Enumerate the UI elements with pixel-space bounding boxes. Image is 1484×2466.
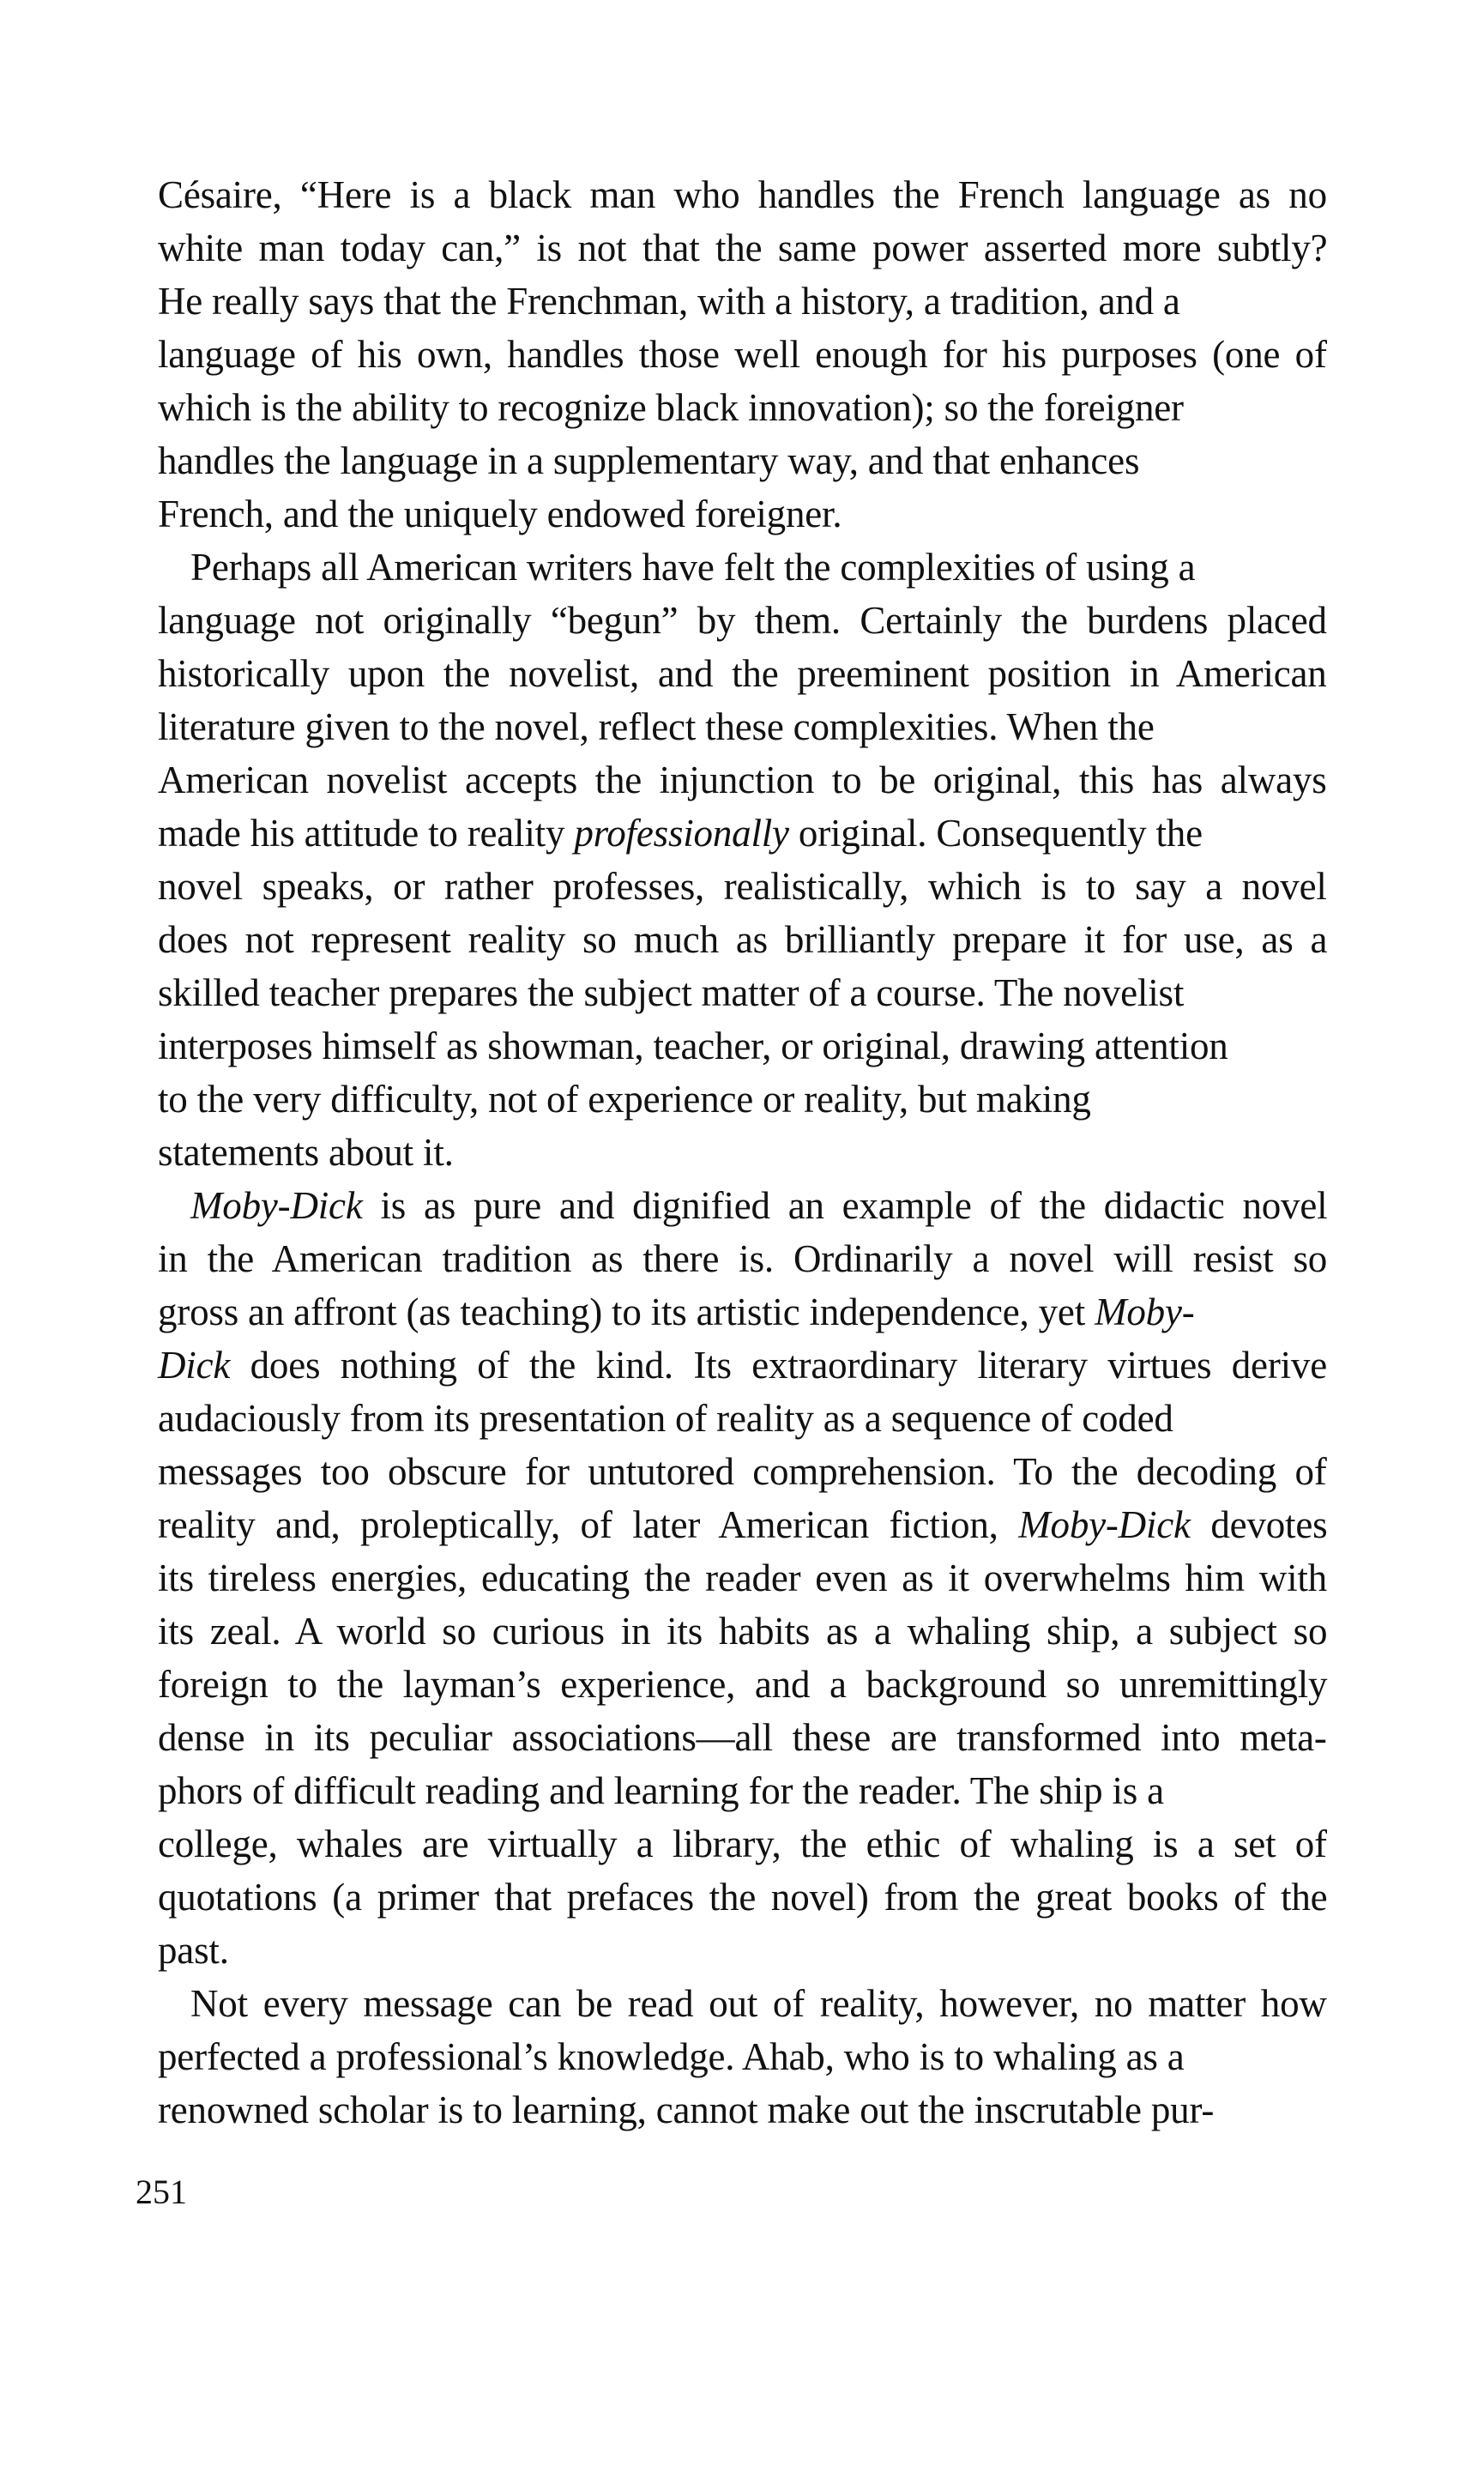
text-run: historically upon the novelist, and the preeminent position in American [158,652,1327,695]
text-run: its zeal. A world so curious in its habits as a whaling ship, a subject so [158,1610,1328,1653]
text-run: does not represent reality so much as brilliantly prepare it for use, as a [158,918,1328,961]
text-line [190,1977,1327,2030]
italic-title: professionally [574,812,789,855]
text-run: perfected a professional’s knowledge. Ahab, who is to whaling as a [158,2035,1185,2078]
text-run: dense in its peculiar associations—all these are transformed into meta- [158,1716,1327,1759]
text-run: its tireless energies, educating the reader even as it overwhelms him with [158,1556,1327,1599]
text-run: in the American tradition as there is. Ordinarily a novel will resist so [158,1237,1328,1280]
text-line [190,541,1195,594]
text-run: handles the language in a supplementary way, and that enhances [158,439,1140,482]
text-line [158,807,1203,860]
text-line [158,168,1327,221]
italic-title: Moby-Dick [1018,1503,1191,1546]
text-line [158,966,1184,1019]
text-run: language of his own, handles those well enough for his purposes (one of [158,333,1327,376]
text-run: original. Consequently the [788,812,1203,855]
text-line [158,1232,1327,1285]
text-line [158,700,1155,753]
text-run: interposes himself as showman, teacher, or original, drawing attention [158,1024,1228,1067]
text-line [158,381,1184,434]
text-line [158,1764,1164,1817]
text-run: language not originally “begun” by them. Certainly the burdens placed [158,599,1327,642]
text-run: renowned scholar is to learning, cannot make out the inscrutable pur- [158,2088,1215,2131]
text-line [158,860,1327,913]
text-line [158,1551,1327,1605]
text-line [158,1285,1195,1339]
text-line [158,221,1327,275]
text-line [158,2030,1184,2083]
text-run: made his attitude to reality [158,812,575,855]
text-run: novel speaks, or rather professes, realistically, which is to say a novel [158,865,1327,908]
text-run: past. [158,1929,229,1972]
text-run: white man today can,” is not that the same power asserted more subtly? [158,227,1328,269]
text-run: phors of difficult reading and learning for the reader. The ship is a [158,1769,1164,1812]
text-line [158,753,1327,807]
text-run: Perhaps all American writers have felt the complexities of using a [190,546,1196,589]
text-run: quotations (a primer that prefaces the novel) from the great books of the [158,1876,1328,1919]
text-line [158,913,1327,966]
text-line [158,1924,229,1977]
text-run: is as pure and dignified an example of the didactic novel [362,1184,1328,1227]
text-line [158,1817,1327,1871]
text-line [158,1605,1327,1658]
text-run: college, whales are virtually a library, the ethic of whaling is a set of [158,1822,1327,1865]
italic-title: Moby- [1095,1290,1195,1333]
text-run: statements about it. [158,1131,454,1174]
page-number: 251 [136,2173,187,2211]
text-run: He really says that the Frenchman, with a history, a tradition, and a [158,280,1180,323]
text-line [158,1871,1327,1924]
text-run: Césaire, “Here is a black man who handles the French language as no [158,173,1327,216]
text-line [158,1019,1228,1073]
text-run: foreign to the layman’s experience, and a background so unremittingly [158,1663,1328,1706]
text-run: devotes [1190,1503,1328,1546]
text-run: gross an affront (as teaching) to its artistic independence, yet [158,1290,1095,1333]
text-run: messages too obscure for untutored comprehension. To the decoding of [158,1450,1327,1493]
text-line [158,1339,1327,1392]
text-line [158,1126,454,1179]
text-line [158,487,842,541]
text-line [158,1073,1091,1126]
text-run: which is the ability to recognize black innovation); so the foreigner [158,386,1184,429]
text-run: does nothing of the kind. Its extraordinary literary virtues derive [230,1344,1327,1387]
text-line [158,1392,1173,1445]
text-line [158,594,1327,647]
text-line [158,2083,1214,2137]
text-line [158,1658,1327,1711]
italic-title: Dick [158,1344,231,1387]
text-run: skilled teacher prepares the subject matter of a course. The novelist [158,971,1185,1014]
text-line [158,275,1180,328]
text-line [158,1445,1327,1498]
text-run: American novelist accepts the injunction to be original, this has always [158,759,1327,801]
text-run: audaciously from its presentation of reality as a sequence of coded [158,1397,1173,1440]
text-run: to the very difficulty, not of experience or reality, but making [158,1078,1091,1121]
text-line [158,1711,1327,1764]
text-run: literature given to the novel, reflect these complexities. When the [158,705,1155,748]
text-line [158,1498,1327,1551]
text-run: reality and, proleptically, of later American fiction, [158,1503,1019,1546]
text-line [158,647,1327,700]
text-line [158,434,1139,487]
text-run: French, and the uniquely endowed foreigner. [158,493,842,535]
italic-title: Moby-Dick [190,1184,363,1227]
text-line [158,328,1327,381]
text-line [190,1179,1327,1232]
text-run: Not every message can be read out of reality, however, no matter how [190,1982,1327,2025]
